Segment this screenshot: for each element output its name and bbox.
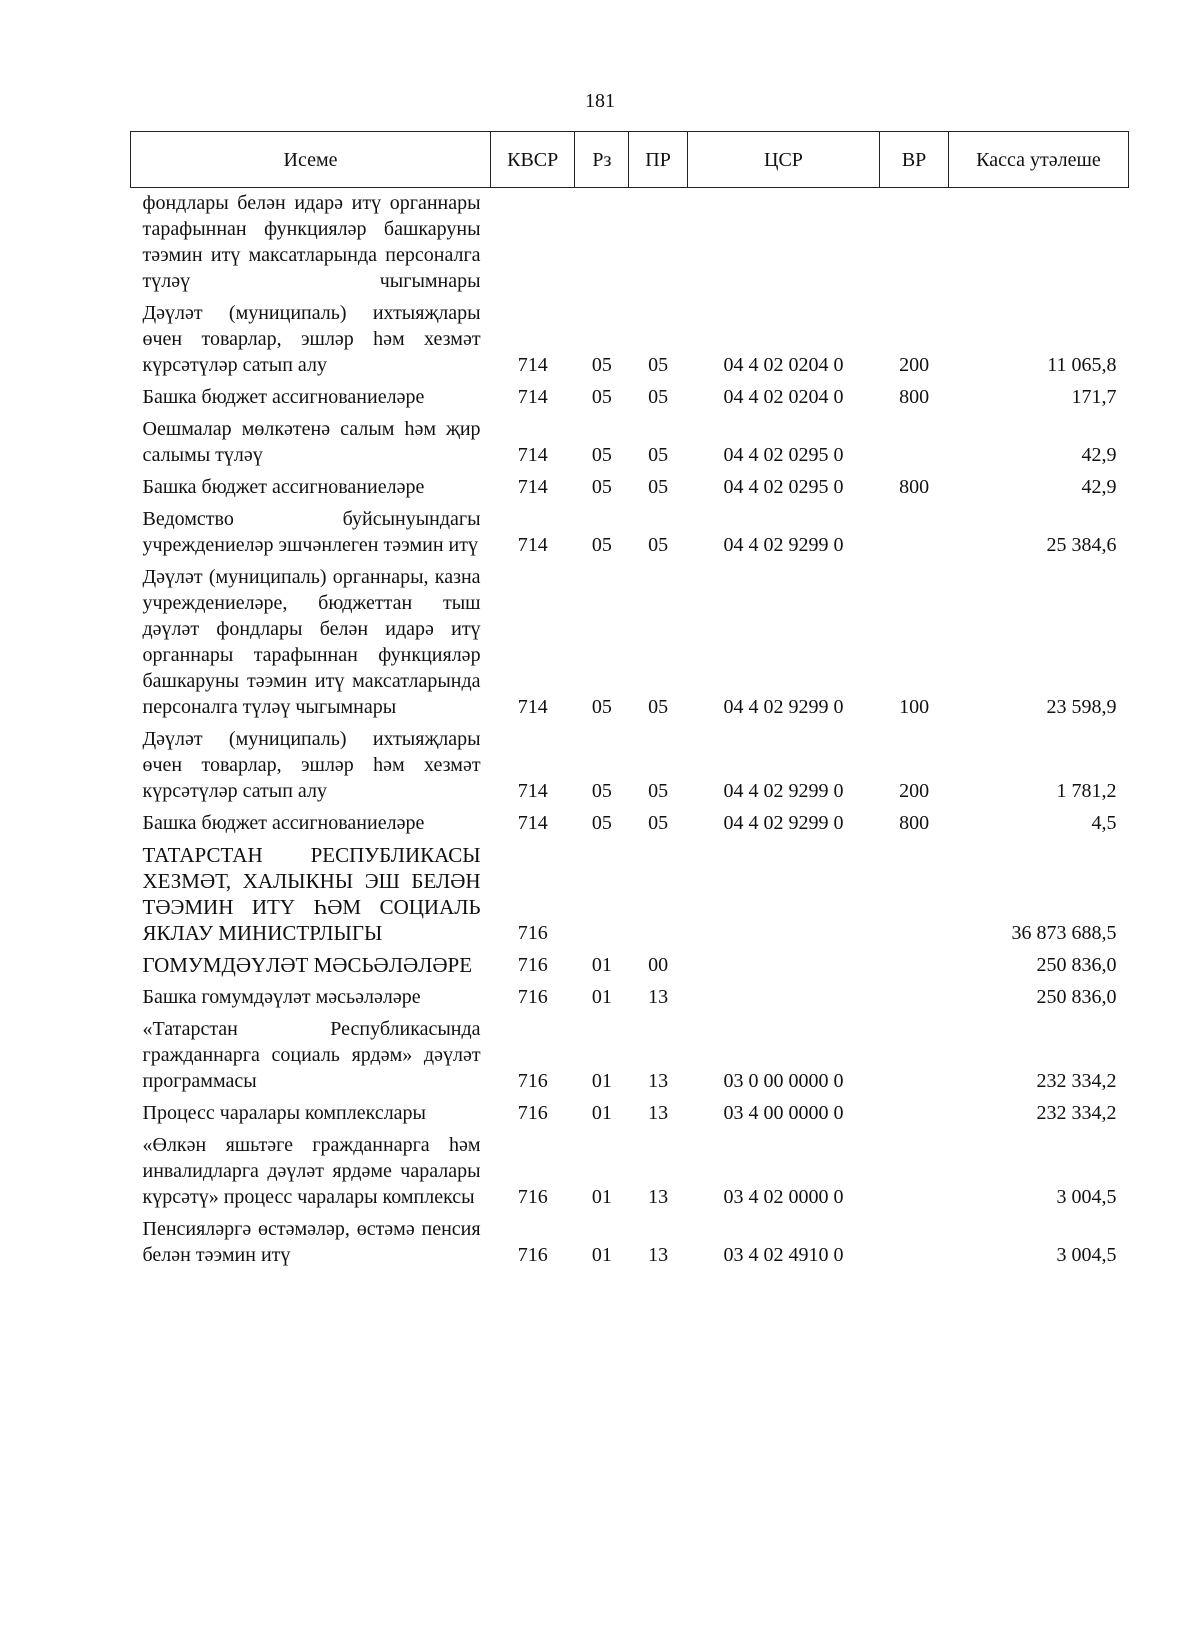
row-pr: 05 (648, 696, 669, 718)
page-number: 181 (585, 90, 615, 112)
row-name: ГОМУМДӘҮЛӘТ МӘСЬӘЛӘЛӘРЕ (142, 953, 473, 977)
row-vr: 100 (899, 696, 930, 718)
row-csr: 03 4 02 4910 0 (723, 1244, 844, 1266)
row-name: Дәүләт (муниципаль) ихтыяҗлары өчен товарлар, эшләр һәм хезмәт күрсәтүләр сатып алу (142, 728, 481, 802)
row-amount: 4,5 (1091, 812, 1117, 834)
row-csr: 04 4 02 9299 0 (723, 780, 844, 802)
row-kvsr: 714 (517, 696, 548, 718)
row-kvsr: 714 (517, 354, 548, 376)
row-amount: 23 598,9 (1046, 696, 1117, 718)
row-pr: 05 (648, 534, 669, 556)
budget-table (130, 131, 1129, 1273)
row-rz (575, 841, 629, 951)
table-row (131, 1015, 1129, 1099)
row-name: ТАТАРСТАН РЕСПУБЛИКАСЫ ХЕЗМӘТ, ХАЛЫКНЫ ЭШ БЕЛӘН ТӘЭМИН ИТҮ ҺӘМ СОЦИАЛЬ ЯКЛАУ МИНИСТРЛЫГЫ (142, 843, 481, 945)
table-row (131, 473, 1129, 505)
row-rz: 01 (591, 1186, 612, 1208)
row-csr (687, 841, 880, 951)
row-vr (880, 1015, 949, 1099)
row-amount: 42,9 (1081, 476, 1117, 498)
row-amount: 232 334,2 (1036, 1070, 1117, 1092)
row-name: Дәүләт (муниципаль) ихтыяҗлары өчен товарлар, эшләр һәм хезмәт күрсәтүләр сатып алу (142, 302, 481, 376)
row-kvsr: 716 (517, 1102, 548, 1124)
row-rz: 05 (591, 780, 612, 802)
row-name: Оешмалар мөлкәтенә салым һәм җир салымы түләү (142, 418, 481, 466)
header-csr: ЦСР (687, 132, 880, 188)
table-row (131, 1131, 1129, 1215)
row-csr (687, 983, 880, 1015)
row-pr: 05 (648, 780, 669, 802)
row-name: «Татарстан Республикасында гражданнарга социаль ярдәм» дәүләт программасы (142, 1018, 481, 1092)
row-amount: 3 004,5 (1056, 1186, 1117, 1208)
row-kvsr: 714 (517, 534, 548, 556)
header-rz: Рз (575, 132, 629, 188)
row-pr (629, 188, 687, 300)
row-rz: 01 (591, 1244, 612, 1266)
table-row (131, 809, 1129, 841)
row-csr: 04 4 02 0295 0 (723, 444, 844, 466)
row-csr: 04 4 02 9299 0 (723, 534, 844, 556)
row-vr (880, 983, 949, 1015)
row-pr: 13 (648, 1070, 669, 1092)
row-kvsr: 714 (517, 476, 548, 498)
row-amount: 42,9 (1081, 444, 1117, 466)
row-rz: 05 (591, 386, 612, 408)
row-csr: 04 4 02 0204 0 (723, 386, 844, 408)
row-pr: 00 (648, 954, 669, 976)
row-csr: 04 4 02 9299 0 (723, 812, 844, 834)
header-pr: ПР (629, 132, 687, 188)
row-pr: 13 (648, 1102, 669, 1124)
row-vr (880, 1215, 949, 1273)
row-kvsr: 716 (517, 1186, 548, 1208)
row-csr: 04 4 02 0295 0 (723, 476, 844, 498)
row-name: «Өлкән яшьтәге гражданнарга һәм инвалидларга дәүләт ярдәме чаралары күрсәтү» процесс чаралары комплексы (142, 1134, 481, 1208)
row-amount: 250 836,0 (1036, 954, 1117, 976)
row-vr (880, 951, 949, 983)
row-amount (948, 188, 1128, 300)
table-row (131, 841, 1129, 951)
row-rz: 05 (591, 696, 612, 718)
row-kvsr: 714 (517, 780, 548, 802)
row-pr: 05 (648, 812, 669, 834)
row-csr: 03 4 02 0000 0 (723, 1186, 844, 1208)
table-row (131, 505, 1129, 563)
row-vr: 800 (899, 476, 930, 498)
row-pr: 13 (648, 1186, 669, 1208)
row-pr: 05 (648, 386, 669, 408)
row-vr: 200 (899, 780, 930, 802)
row-name: Процесс чаралары комплекслары (142, 1102, 426, 1124)
row-pr: 13 (648, 1244, 669, 1266)
table-row (131, 1215, 1129, 1273)
row-csr: 03 4 00 0000 0 (723, 1102, 844, 1124)
row-csr: 04 4 02 9299 0 (723, 696, 844, 718)
row-name: Ведомство буйсынуындагы учреждениеләр эшчәнлеген тәэмин итү (142, 508, 481, 556)
header-kvsr: КВСР (491, 132, 575, 188)
row-kvsr: 716 (517, 922, 548, 944)
row-amount: 25 384,6 (1046, 534, 1117, 556)
row-csr: 04 4 02 0204 0 (723, 354, 844, 376)
table-header-row (131, 132, 1129, 188)
row-amount: 3 004,5 (1056, 1244, 1117, 1266)
table-row (131, 383, 1129, 415)
row-kvsr: 716 (517, 1244, 548, 1266)
row-kvsr: 716 (517, 1070, 548, 1092)
row-vr (880, 188, 949, 300)
row-vr (880, 415, 949, 473)
row-csr (687, 188, 880, 300)
row-amount: 250 836,0 (1036, 986, 1117, 1008)
row-rz: 05 (591, 812, 612, 834)
row-vr (880, 1131, 949, 1215)
row-name: Башка гомумдәүләт мәсьәләләре (142, 986, 421, 1008)
row-name: Дәүләт (муниципаль) органнары, казна учреждениеләре, бюджеттан тыш дәүләт фондлары белән идарә итү органнары тарафыннан функцияләр башкаруны тәэмин итү максатларында персоналга түләү чыгымнары (142, 566, 481, 718)
row-pr (629, 841, 687, 951)
row-kvsr: 716 (517, 954, 548, 976)
row-rz: 01 (591, 986, 612, 1008)
row-amount: 36 873 688,5 (1011, 922, 1117, 944)
row-rz: 05 (591, 534, 612, 556)
row-kvsr: 714 (517, 812, 548, 834)
row-amount: 232 334,2 (1036, 1102, 1117, 1124)
row-rz: 05 (591, 476, 612, 498)
row-pr: 13 (648, 986, 669, 1008)
row-rz: 05 (591, 444, 612, 466)
row-name: Башка бюджет ассигнованиеләре (142, 476, 425, 498)
row-kvsr: 714 (517, 386, 548, 408)
row-pr: 05 (648, 354, 669, 376)
header-name: Исеме (131, 132, 491, 188)
row-pr: 05 (648, 476, 669, 498)
row-rz: 01 (591, 1070, 612, 1092)
row-csr (687, 951, 880, 983)
row-rz: 05 (591, 354, 612, 376)
row-rz: 01 (591, 1102, 612, 1124)
row-kvsr: 716 (517, 986, 548, 1008)
row-kvsr (491, 188, 575, 300)
row-amount: 171,7 (1071, 386, 1117, 408)
table-row (131, 1099, 1129, 1131)
row-kvsr: 714 (517, 444, 548, 466)
row-vr: 800 (899, 812, 930, 834)
row-vr (880, 505, 949, 563)
header-vr: ВР (880, 132, 949, 188)
row-rz (575, 188, 629, 300)
row-vr (880, 1099, 949, 1131)
row-name: фондлары белән идарә итү органнары тарафыннан функцияләр башкаруны тәэмин итү максатларында персоналга түләү чыгымнары (142, 192, 481, 292)
row-rz: 01 (591, 954, 612, 976)
table-row (131, 188, 1129, 300)
row-amount: 11 065,8 (1047, 354, 1117, 376)
table-row (131, 951, 1129, 983)
table-row (131, 725, 1129, 809)
row-csr: 03 0 00 0000 0 (723, 1070, 844, 1092)
table-row (131, 983, 1129, 1015)
row-amount: 1 781,2 (1056, 780, 1117, 802)
row-vr (880, 841, 949, 951)
header-amount: Касса утәлеше (948, 132, 1128, 188)
row-vr: 800 (899, 386, 930, 408)
table-row (131, 563, 1129, 725)
table-row (131, 415, 1129, 473)
row-pr: 05 (648, 444, 669, 466)
row-name: Башка бюджет ассигнованиеләре (142, 812, 425, 834)
row-name: Пенсияләргә өстәмәләр, өстәмә пенсия белән тәэмин итү (142, 1218, 481, 1266)
row-vr: 200 (899, 354, 930, 376)
row-name: Башка бюджет ассигнованиеләре (142, 386, 425, 408)
table-row (131, 299, 1129, 383)
